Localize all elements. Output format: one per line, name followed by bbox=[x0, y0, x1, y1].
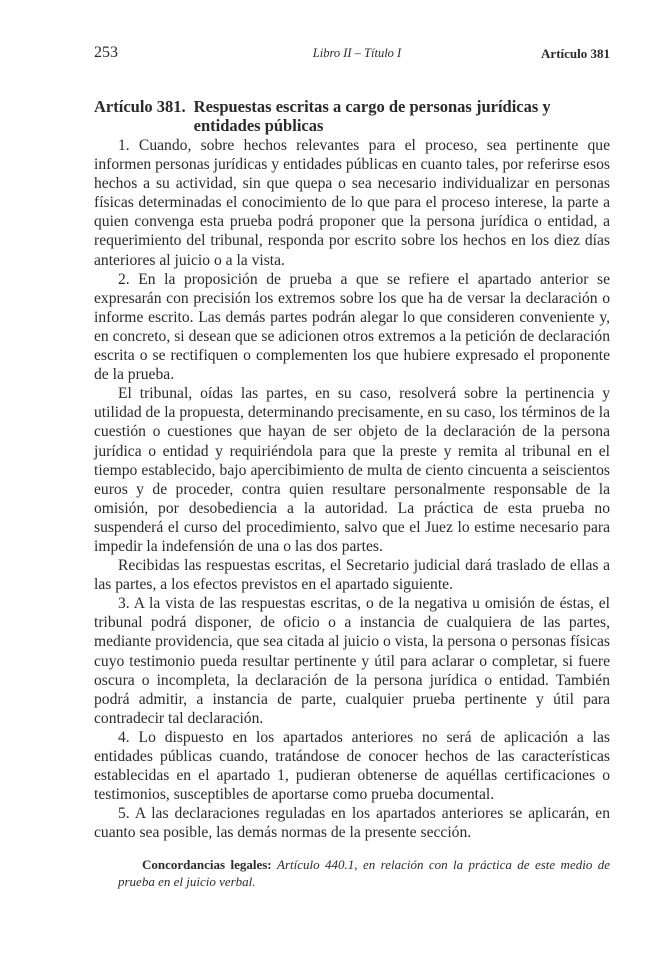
page-number: 253 bbox=[94, 44, 118, 61]
paragraph-4: 4. Lo dispuesto en los apartados anteriores no será de aplicación a las entidades públicas cuando, tratándose de conocer hechos de las características establecidas en el apartado 1, pudieran obtenerse de aquéllas certificaciones o testimonios, susceptibles de aportarse como prueba documental. bbox=[94, 728, 610, 804]
running-title: Libro II – Título I bbox=[312, 46, 402, 60]
paragraph-5: 5. A las declaraciones reguladas en los apartados anteriores se aplicarán, en cuanto sea posible, las demás normas de la presente sección. bbox=[94, 805, 610, 842]
article-title: Respuestas escritas a cargo de personas jurídicas y entidades públicas bbox=[193, 97, 551, 135]
article-381 bbox=[94, 97, 610, 890]
concordancias-label: Concordancias legales: bbox=[142, 857, 272, 873]
paragraph-2b: El tribunal, oídas las partes, en su caso, resolverá sobre la pertinencia y utilidad de la propuesta, determinando precisamente, en su caso, los términos de la cuestión o cuestiones que hayan de ser objeto de la declaración de la persona jurídica o entidad y requiriéndola para que la preste y remita al tribunal en el tiempo establecido, bajo apercibimiento de multa de ciento cincuenta a seiscientos euros y de proceder, contra quien resultare personalmente responsable de la omisión, por desobediencia a la autoridad. La práctica de esta prueba no suspenderá el curso del procedimiento, salvo que el Juez lo estime necesario para impedir la indefensión de una o las dos partes. bbox=[94, 385, 610, 555]
paragraph-1: 1. Cuando, sobre hechos relevantes para el proceso, sea pertinente que informen personas jurídicas y entidades públicas en cuanto tales, por referirse esos hechos a su actividad, sin que quepa o sea necesario individualizar en personas físicas determinadas el conocimiento de lo que para el proceso interese, la parte a quien convenga esta prueba podrá proponer que la persona jurídica o entidad, a requerimiento del tribunal, responda por escrito sobre los hechos en los diez días anteriores al juicio o a la vista. bbox=[94, 137, 610, 269]
paragraph-3: 3. A la vista de las respuestas escritas, o de la negativa u omisión de éstas, el tribunal podrá disponer, de oficio o a instancia de cualquiera de las partes, mediante providencia, que sea citada al juicio o vista, la persona o personas físicas cuyo testimonio pueda resultar pertinente y útil para aclarar o completar, si fuere oscura o incompleta, la declaración de la persona jurídica o entidad. También podrá admitir, a instancia de parte, cualquier prueba pertinente y útil para contradecir tal declaración. bbox=[94, 595, 610, 727]
concordancias-legales bbox=[94, 856, 610, 890]
article-heading bbox=[94, 97, 610, 135]
running-article: Artículo 381 bbox=[541, 46, 610, 61]
page-header bbox=[94, 44, 610, 64]
concordancias-text: Artículo 440.1, en relación con la práctica de este medio de prueba en el juicio verbal. bbox=[118, 857, 610, 890]
article-number: Artículo 381. bbox=[94, 97, 186, 116]
paragraph-2c: Recibidas las respuestas escritas, el Secretario judicial dará traslado de ellas a las partes, a los efectos previstos en el apartado siguiente. bbox=[94, 557, 610, 594]
paragraph-2: 2. En la proposición de prueba a que se refiere el apartado anterior se expresarán con precisión los extremos sobre los que ha de versar la declaración o informe escrito. Las demás partes podrán alegar lo que consideren conveniente y, en concreto, si desean que se adicionen otros extremos a la petición de declaración escrita o se rectifiquen o complementen los que hubiere expresado el proponente de la prueba. bbox=[94, 270, 610, 384]
